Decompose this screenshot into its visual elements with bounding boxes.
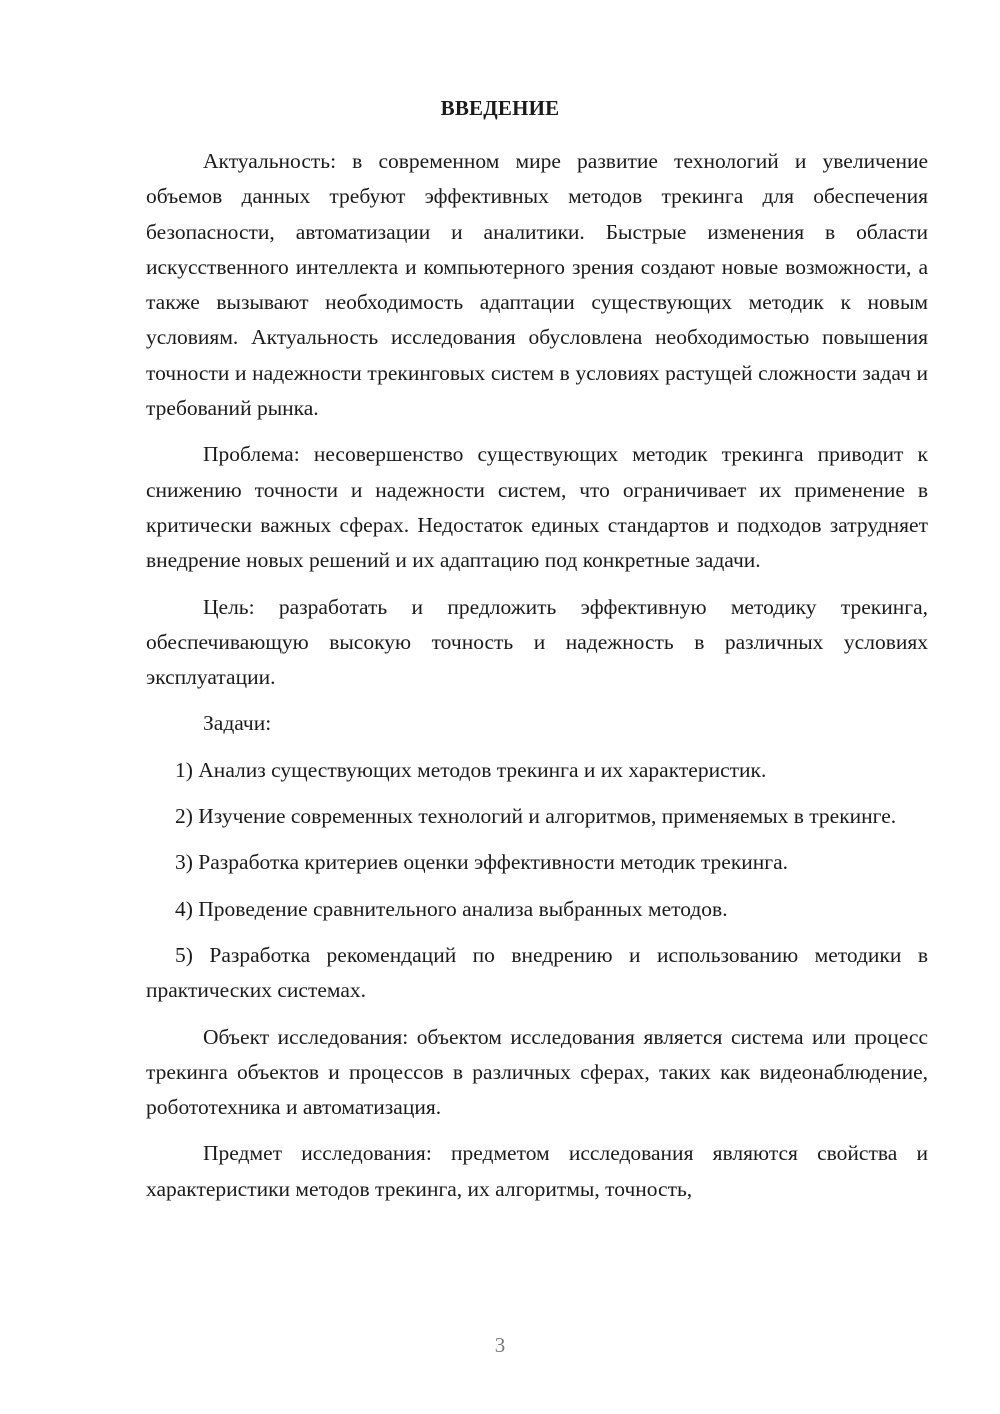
section-title: ВВЕДЕНИЕ — [440, 96, 560, 120]
paragraph-subject: Предмет исследования: предметом исследования являются свойства и характеристики методов трекинга, их алгоритмы, точность, — [146, 1141, 928, 1201]
task-item-1: 1) Анализ существующих методов трекинга и их характеристик. — [175, 757, 767, 782]
tasks-heading: Задачи: — [203, 711, 272, 736]
paragraph-relevance: Актуальность: в современном мире развитие технологий и увеличение объемов данных требуют эффективных методов трекинга для обеспечения безопасности, автоматизации и аналитики. Быстрые изменения в области искусственного интеллекта и компьютерного зрения создают новые возможности, а также вызывают необходимость адаптации существующих методик к новым условиям. Актуальность исследования обусловлена необходимостью повышения точности и надежности трекинговых систем в условиях растущей сложности задач и требований рынка. — [146, 149, 928, 421]
page-number: 3 — [494, 1333, 506, 1357]
paragraph-goal: Цель: разработать и предложить эффективную методику трекинга, обеспечивающую высокую точность и надежность в различных условиях эксплуатации. — [146, 594, 928, 690]
task-item-4: 4) Проведение сравнительного анализа выбранных методов. — [175, 896, 728, 921]
task-item-3: 3) Разработка критериев оценки эффективности методик трекинга. — [175, 850, 789, 875]
paragraph-problem: Проблема: несовершенство существующих методик трекинга приводит к снижению точности и надежности систем, что ограничивает их применение в критически важных сферах. Недостаток единых стандартов и подходов затрудняет внедрение новых решений и их адаптацию под конкретные задачи. — [146, 442, 928, 573]
paragraph-object: Объект исследования: объектом исследования является система или процесс трекинга объектов и процессов в различных сферах, таких как видеонаблюдение, робототехника и автоматизация. — [146, 1024, 928, 1120]
body-text — [146, 144, 928, 1218]
task-item-5: 5) Разработка рекомендаций по внедрению и использованию методики в практических системах. — [146, 942, 928, 1003]
task-item-2: 2) Изучение современных технологий и алгоритмов, применяемых в трекинге. — [175, 804, 897, 829]
